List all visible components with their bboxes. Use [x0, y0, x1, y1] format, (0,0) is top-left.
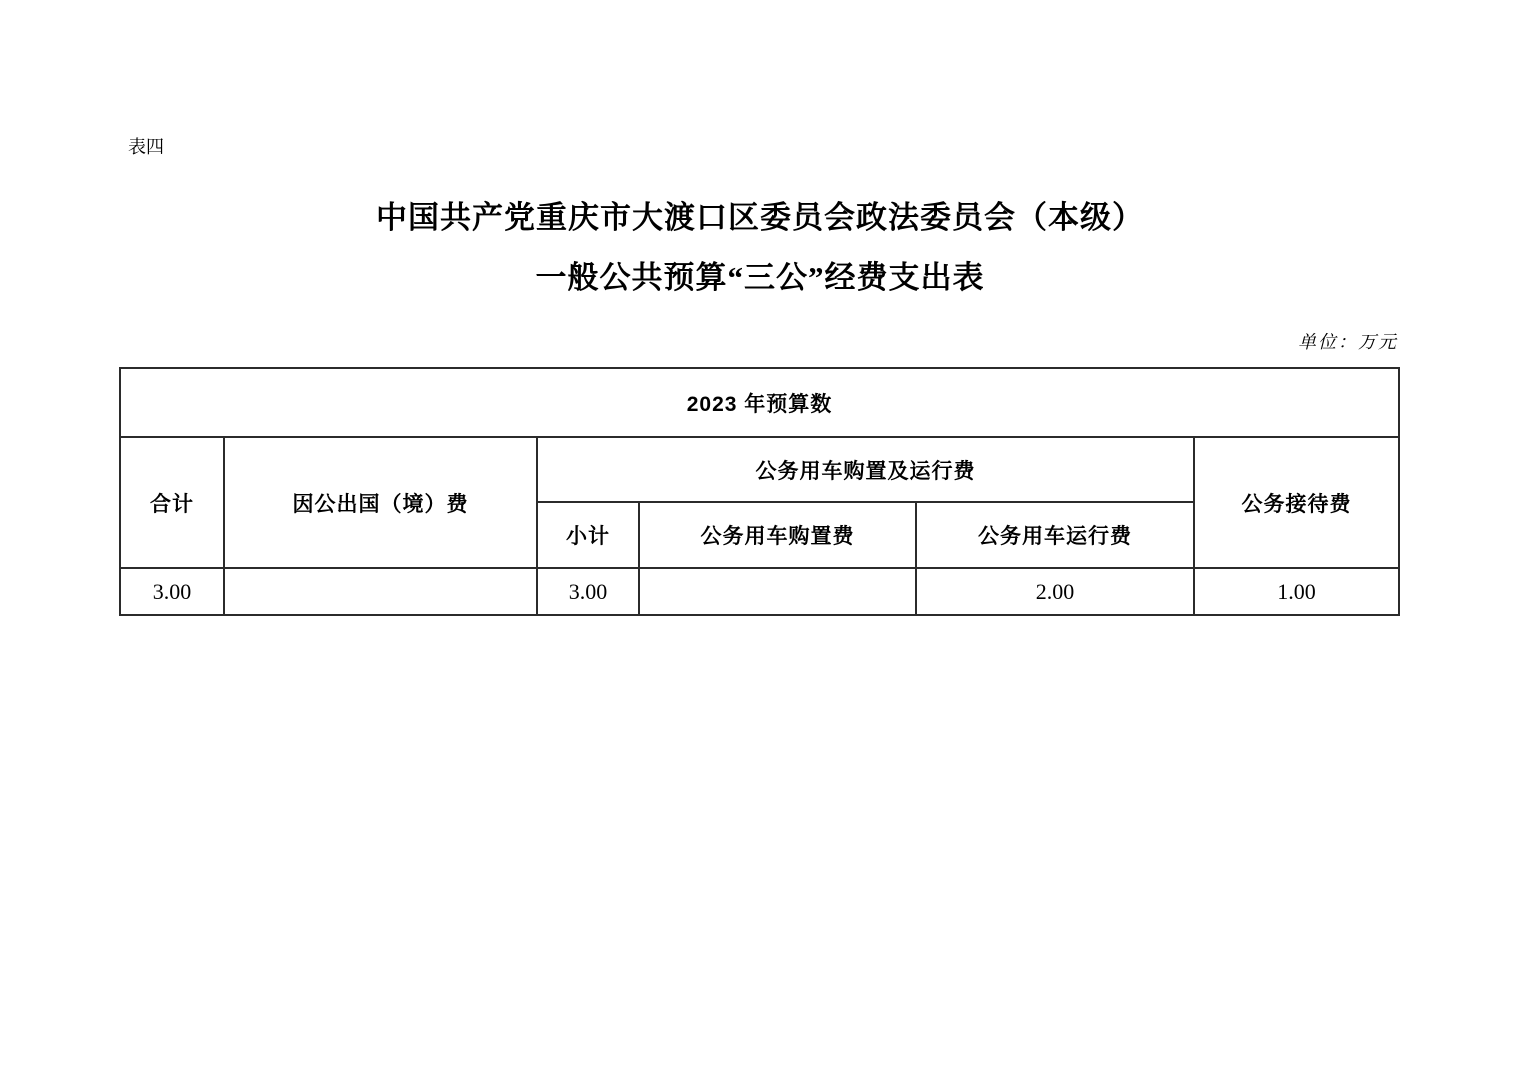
- unit-note: 单位：万元: [1298, 332, 1398, 352]
- abroad-value-cell: [224, 568, 537, 615]
- vehicle-subtotal-value-cell: 3.00: [537, 568, 639, 615]
- document-title-line-2: 一般公共预算“三公”经费支出表: [535, 260, 985, 295]
- header-vehicle-group-cell: 公务用车购置及运行费: [537, 437, 1194, 502]
- header-reception-cell: 公务接待费: [1194, 437, 1399, 568]
- budget-data-row: [120, 568, 1399, 615]
- document-title-line-1: 中国共产党重庆市大渡口区委员会政法委员会（本级）: [376, 200, 1144, 235]
- header-row-upper: [120, 437, 1399, 502]
- header-abroad-cell: 因公出国（境）费: [224, 437, 537, 568]
- header-vehicle-purchase-cell: 公务用车购置费: [639, 502, 916, 568]
- year-header-cell: 2023 年预算数: [120, 368, 1399, 437]
- total-value-cell: 3.00: [120, 568, 224, 615]
- header-total-cell: 合计: [120, 437, 224, 568]
- table-number-label: 表四: [128, 137, 164, 157]
- vehicle-purchase-value-cell: [639, 568, 916, 615]
- year-header-row: [120, 368, 1399, 437]
- reception-value-cell: 1.00: [1194, 568, 1399, 615]
- header-vehicle-subtotal-cell: 小计: [537, 502, 639, 568]
- header-vehicle-operation-cell: 公务用车运行费: [916, 502, 1194, 568]
- three-public-expense-table: [119, 367, 1400, 616]
- vehicle-operation-value-cell: 2.00: [916, 568, 1194, 615]
